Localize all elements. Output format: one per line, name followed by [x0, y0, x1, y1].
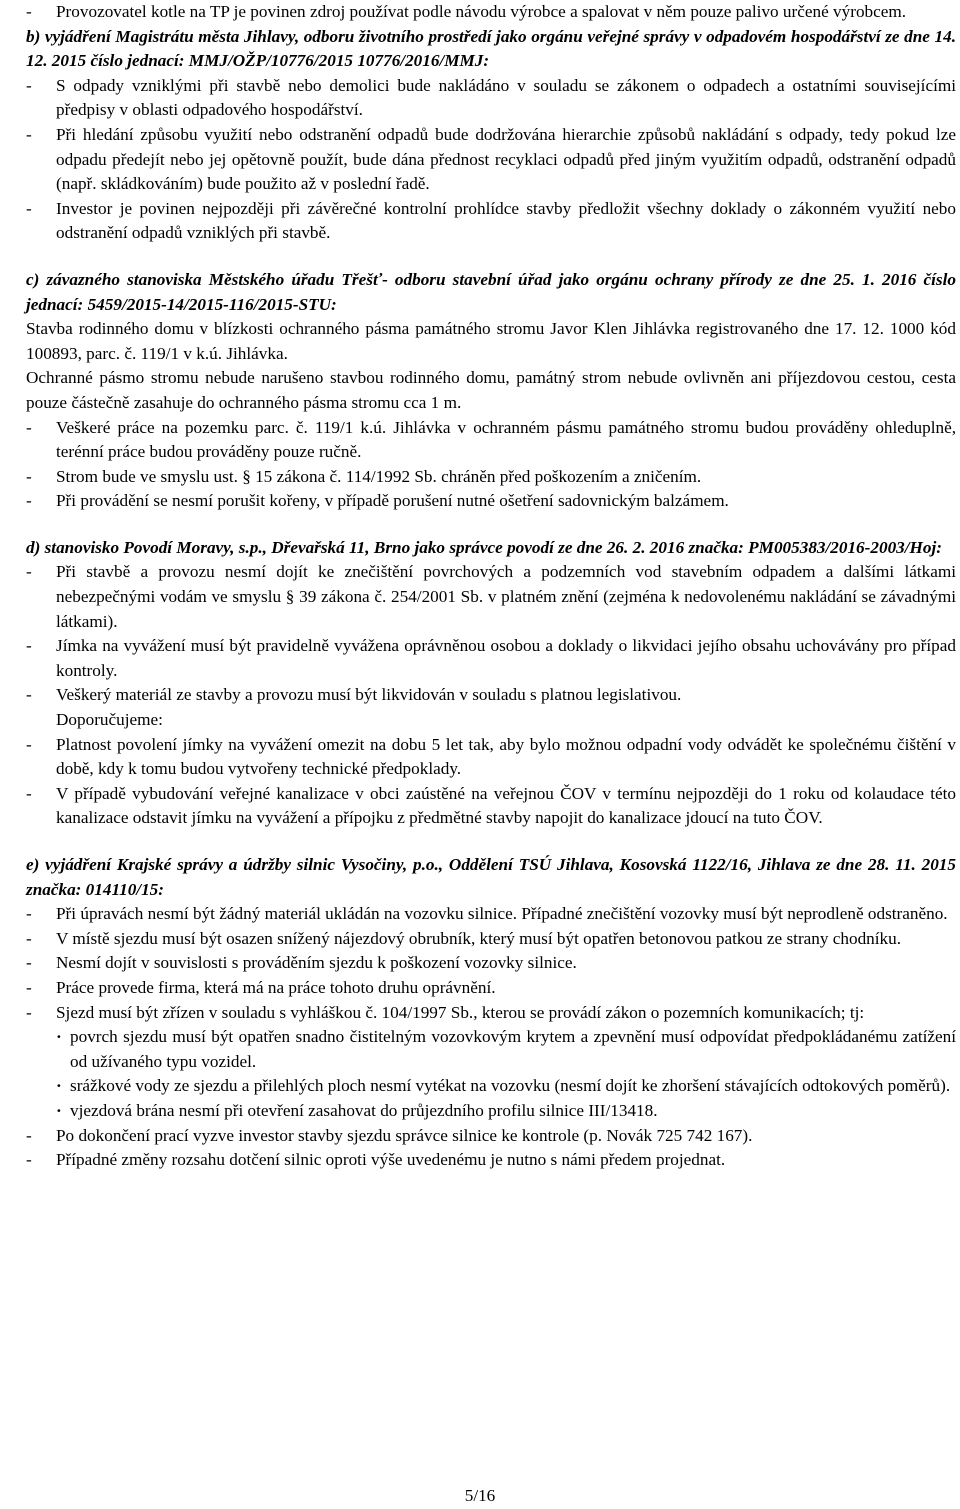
section-d-list	[26, 560, 956, 708]
list-item	[26, 634, 956, 683]
list-item	[26, 782, 956, 831]
list-item	[26, 683, 956, 708]
page-number: 5/16	[464, 1486, 496, 1505]
section-d-recommend-list	[26, 733, 956, 831]
dash-marker: -	[26, 198, 32, 218]
sublist-item-text: povrch sjezdu musí být opatřen snadno čistitelným vozovkovým krytem a zpevnění musí odpovídat předpokládanému zatížení od užívaného typu vozidel.	[70, 1027, 956, 1071]
list-item	[26, 560, 956, 634]
list-item	[26, 489, 956, 514]
dash-marker: -	[26, 904, 32, 924]
dash-marker: -	[26, 783, 32, 803]
dash-marker: -	[26, 466, 32, 486]
sublist-item	[56, 1099, 956, 1124]
top-list	[26, 0, 956, 25]
list-item	[26, 1148, 956, 1173]
list-item	[26, 976, 956, 1001]
list-item-text: Jímka na vyvážení musí být pravidelně vyvážena oprávněnou osobou a doklady o likvidaci jejího obsahu uchovávány pro případ kontroly.	[56, 636, 956, 680]
list-item-text: Při provádění se nesmí porušit kořeny, v případě porušení nutné ošetření sadovnickým balzámem.	[56, 491, 729, 511]
list-item-text: Veškerý materiál ze stavby a provozu musí být likvidován v souladu s platnou legislativou.	[56, 685, 682, 705]
list-item-text: Investor je povinen nejpozději při závěrečné kontrolní prohlídce stavby předložit všechny doklady o zákonném využití nebo odstranění odpadů vzniklých při stavbě.	[56, 198, 956, 243]
sublist-item	[56, 1074, 956, 1099]
dash-marker: -	[26, 562, 32, 582]
dash-marker: -	[26, 417, 32, 437]
list-item	[26, 951, 956, 976]
section-c-paragraph-1: Stavba rodinného domu v blízkosti ochranného pásma památného stromu Javor Klen Jihlávka registrovaného dne 17. 12. 1000 kód 100893, parc. č. 119/1 v k.ú. Jihlávka.	[26, 319, 956, 363]
sublist-item-text: srážkové vody ze sjezdu a přilehlých ploch nesmí vytékat na vozovku (nesmí dojít ke zhoršení stávajících odtokových poměrů).	[70, 1076, 951, 1096]
list-item-text: Práce provede firma, která má na práce tohoto druhu oprávnění.	[56, 977, 496, 997]
list-item	[26, 0, 956, 25]
section-b-list	[26, 74, 956, 246]
list-item-text: Provozovatel kotle na TP je povinen zdroj používat podle návodu výrobce a spalovat v něm pouze palivo určené výrobcem.	[56, 2, 907, 21]
list-item-text: Případné změny rozsahu dotčení silnic oproti výše uvedenému je nutno s námi předem projednat.	[56, 1150, 726, 1170]
sublist-item-text: vjezdová brána nesmí při otevření zasahovat do průjezdního profilu silnice III/13418.	[70, 1100, 658, 1120]
section-c-paragraph-2: Ochranné pásmo stromu nebude narušeno stavbou rodinného domu, památný strom nebude ovlivněn ani příjezdovou cestou, cesta pouze částečně zasahuje do ochranného pásma stromu cca 1 m.	[26, 368, 956, 412]
list-item	[26, 902, 956, 927]
bullet-dot: ·	[56, 1076, 62, 1096]
section-c-list	[26, 416, 956, 514]
list-item	[26, 465, 956, 490]
list-item-text: Strom bude ve smyslu ust. § 15 zákona č. 114/1992 Sb. chráněn před poškozením a zničením.	[56, 466, 702, 486]
list-item-text: Nesmí dojít v souvislosti s prováděním sjezdu k poškození vozovky silnice.	[56, 953, 577, 973]
dash-marker: -	[26, 124, 32, 144]
dash-marker: -	[26, 636, 32, 656]
section-e-heading: e) vyjádření Krajské správy a údržby silnic Vysočiny, p.o., Oddělení TSÚ Jihlava, Kosovská 1122/16, Jihlava ze dne 28. 11. 2015 značka: 014110/15:	[26, 855, 956, 899]
bullet-dot: ·	[56, 1027, 62, 1047]
list-item	[26, 416, 956, 465]
dash-marker: -	[26, 977, 32, 997]
list-item	[26, 74, 956, 123]
list-item-text: Veškeré práce na pozemku parc. č. 119/1 k.ú. Jihlávka v ochranném pásmu památného stromu budou prováděny ohleduplně, terénní práce budou prováděny pouze ručně.	[56, 417, 956, 462]
document-page	[26, 0, 956, 1173]
list-item-text: S odpady vzniklými při stavbě nebo demolici bude nakládáno v souladu se zákonem o odpadech a ostatními souvisejícími předpisy v oblasti odpadového hospodářství.	[56, 75, 956, 120]
section-b-heading: b) vyjádření Magistrátu města Jihlavy, odboru životního prostředí jako orgánu veřejné správy v odpadovém hospodářství ze dne 14. 12. 2015 číslo jednací: MMJ/OŽP/10776/2015 10776/2016/MMJ:	[26, 26, 956, 71]
section-c-heading: c) závazného stanoviska Městského úřadu Třešť- odboru stavební úřad jako orgánu ochrany přírody ze dne 25. 1. 2016 číslo jednací: 5459/2015-14/2015-116/2015-STU:	[26, 269, 956, 314]
dash-marker: -	[26, 1150, 32, 1170]
list-item	[26, 123, 956, 197]
recommend-label: Doporučujeme:	[56, 710, 163, 730]
list-item	[26, 733, 956, 782]
section-e-list	[26, 902, 956, 1173]
list-item	[26, 197, 956, 246]
dash-marker: -	[26, 928, 32, 948]
list-item-text: V případě vybudování veřejné kanalizace v obci zaústěné na veřejnou ČOV v termínu nejpozději do 1 roku od kolaudace této kanalizace odstavit jímku na vyvážení a přípojku z předmětné stavby napojit do kanalizace jdoucí na tuto ČOV.	[56, 783, 956, 828]
list-item-text: Platnost povolení jímky na vyvážení omezit na dobu 5 let tak, aby bylo možnou odpadní vody odvádět ke společnému čištění v době, kdy k tomu budou vytvořeny technické předpoklady.	[56, 734, 956, 779]
dash-marker: -	[26, 491, 32, 511]
list-item	[26, 1124, 956, 1149]
dash-marker: -	[26, 734, 32, 754]
list-item-text: Při stavbě a provozu nesmí dojít ke znečištění povrchových a podzemních vod stavebním odpadem a dalšími látkami nebezpečnými vodám ve smyslu § 39 zákona č. 254/2001 Sb. v platném znění (zejména k nedovolenému nakládání se závadnými látkami).	[56, 562, 956, 631]
list-item-text: V místě sjezdu musí být osazen snížený nájezdový obrubník, který musí být opatřen betonovou patkou ze strany chodníku.	[56, 928, 902, 948]
dash-marker: -	[26, 2, 32, 21]
bullet-dot: ·	[56, 1100, 62, 1120]
sublist-item	[56, 1025, 956, 1074]
section-e-sublist	[56, 1025, 956, 1123]
dash-marker: -	[26, 1002, 32, 1022]
dash-marker: -	[26, 953, 32, 973]
list-item-text: Po dokončení prací vyzve investor stavby sjezdu správce silnice ke kontrole (p. Novák 725 742 167).	[56, 1125, 753, 1145]
list-item-text: Při hledání způsobu využití nebo odstranění odpadů bude dodržována hierarchie způsobů nakládání s odpady, tedy pokud lze odpadu předejít nebo jej opětovně použít, bude dána přednost recyklaci odpadů před jiným využitím odpadů, odstranění odpadů (např. skládkováním) bude použito až v poslední řadě.	[56, 124, 956, 194]
section-d-heading: d) stanovisko Povodí Moravy, s.p., Dřevařská 11, Brno jako správce povodí ze dne 26. 2. 2016 značka: PM005383/2016-2003/Hoj:	[26, 537, 942, 557]
list-item	[26, 927, 956, 952]
dash-marker: -	[26, 685, 32, 705]
list-item-text: Sjezd musí být zřízen v souladu s vyhláškou č. 104/1997 Sb., kterou se provádí zákon o pozemních komunikacích; tj:	[56, 1002, 865, 1022]
dash-marker: -	[26, 75, 32, 95]
dash-marker: -	[26, 1125, 32, 1145]
list-item	[26, 1001, 956, 1124]
list-item-text: Při úpravách nesmí být žádný materiál ukládán na vozovku silnice. Případné znečištění vozovky musí být neprodleně odstraněno.	[56, 904, 948, 924]
